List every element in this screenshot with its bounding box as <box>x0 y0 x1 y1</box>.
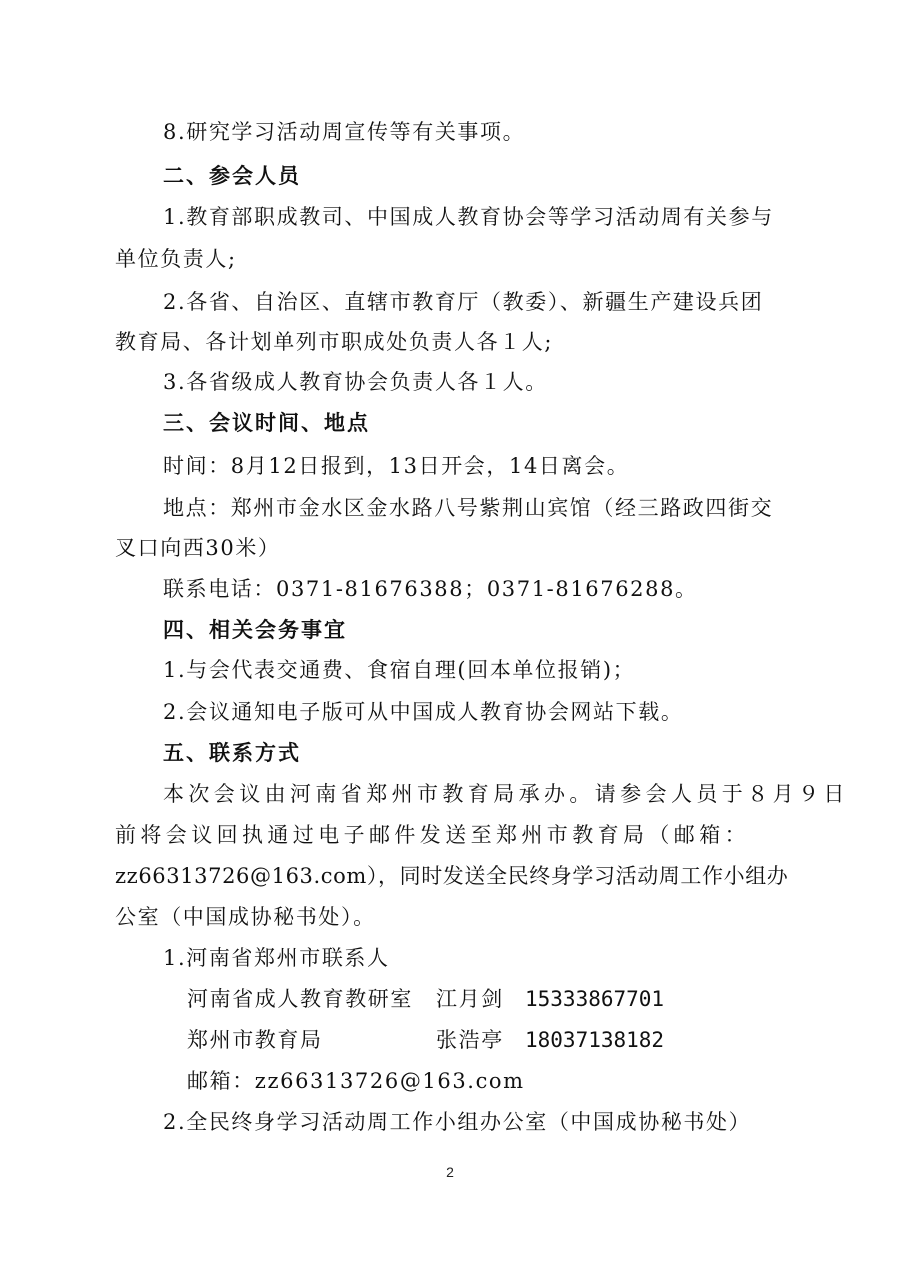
contact-phone: 联系电话：0371-81676388；0371-81676288。 <box>163 577 698 601</box>
meeting-place-line-2: 叉口向西30米） <box>115 536 281 560</box>
contact-email: 邮箱：zz66313726@163.com <box>187 1069 525 1093</box>
contact-paragraph-line-3: zz66313726@163.com），同时发送全民终身学习活动周工作小组办 <box>115 864 789 888</box>
contact-unit: 郑州市教育局 <box>187 1028 323 1052</box>
contact-phone-number: 15333867701 <box>525 987 665 1011</box>
zhengzhou-contacts-heading: 1.河南省郑州市联系人 <box>163 946 390 970</box>
contact-paragraph-line-1: 本次会议由河南省郑州市教育局承办。请参会人员于８月９日 <box>163 782 849 806</box>
meeting-time: 时间：8月12日报到，13日开会，14日离会。 <box>163 454 630 478</box>
affair-1: 1.与会代表交通费、食宿自理(回本单位报销)； <box>163 658 636 682</box>
participant-2-line-2: 教育局、各计划单列市职成处负责人各１人; <box>115 330 554 354</box>
section-heading-participants: 二、参会人员 <box>163 164 301 188</box>
meeting-place-line-1: 地点：郑州市金水区金水路八号紫荆山宾馆（经三路政四街交 <box>163 496 774 520</box>
affair-2: 2.会议通知电子版可从中国成人教育协会网站下载。 <box>163 700 684 724</box>
item-8: 8.研究学习活动周宣传等有关事项。 <box>163 120 526 144</box>
section-heading-time-place: 三、会议时间、地点 <box>163 411 370 435</box>
page-number: 2 <box>446 1164 454 1180</box>
contact-unit: 河南省成人教育教研室 <box>187 987 413 1011</box>
participant-1-line-1: 1.教育部职成教司、中国成人教育协会等学习活动周有关参与 <box>163 205 774 229</box>
participant-3: 3.各省级成人教育协会负责人各１人。 <box>163 370 548 394</box>
contact-paragraph-line-4: 公室（中国成协秘书处）。 <box>115 905 376 929</box>
section-heading-affairs: 四、相关会务事宜 <box>163 618 347 642</box>
participant-2-line-1: 2.各省、自治区、直辖市教育厅（教委）、新疆生产建设兵团 <box>163 290 764 314</box>
section-heading-contact: 五、联系方式 <box>163 741 301 765</box>
contact-phone-number: 18037138182 <box>525 1028 665 1052</box>
office-contacts-heading: 2.全民终身学习活动周工作小组办公室（中国成协秘书处） <box>163 1110 752 1134</box>
contact-paragraph-line-2: 前将会议回执通过电子邮件发送至郑州市教育局（邮箱： <box>115 823 750 847</box>
contact-name: 江月剑 <box>436 987 504 1011</box>
participant-1-line-2: 单位负责人; <box>115 247 237 271</box>
contact-name: 张浩亭 <box>436 1028 504 1052</box>
